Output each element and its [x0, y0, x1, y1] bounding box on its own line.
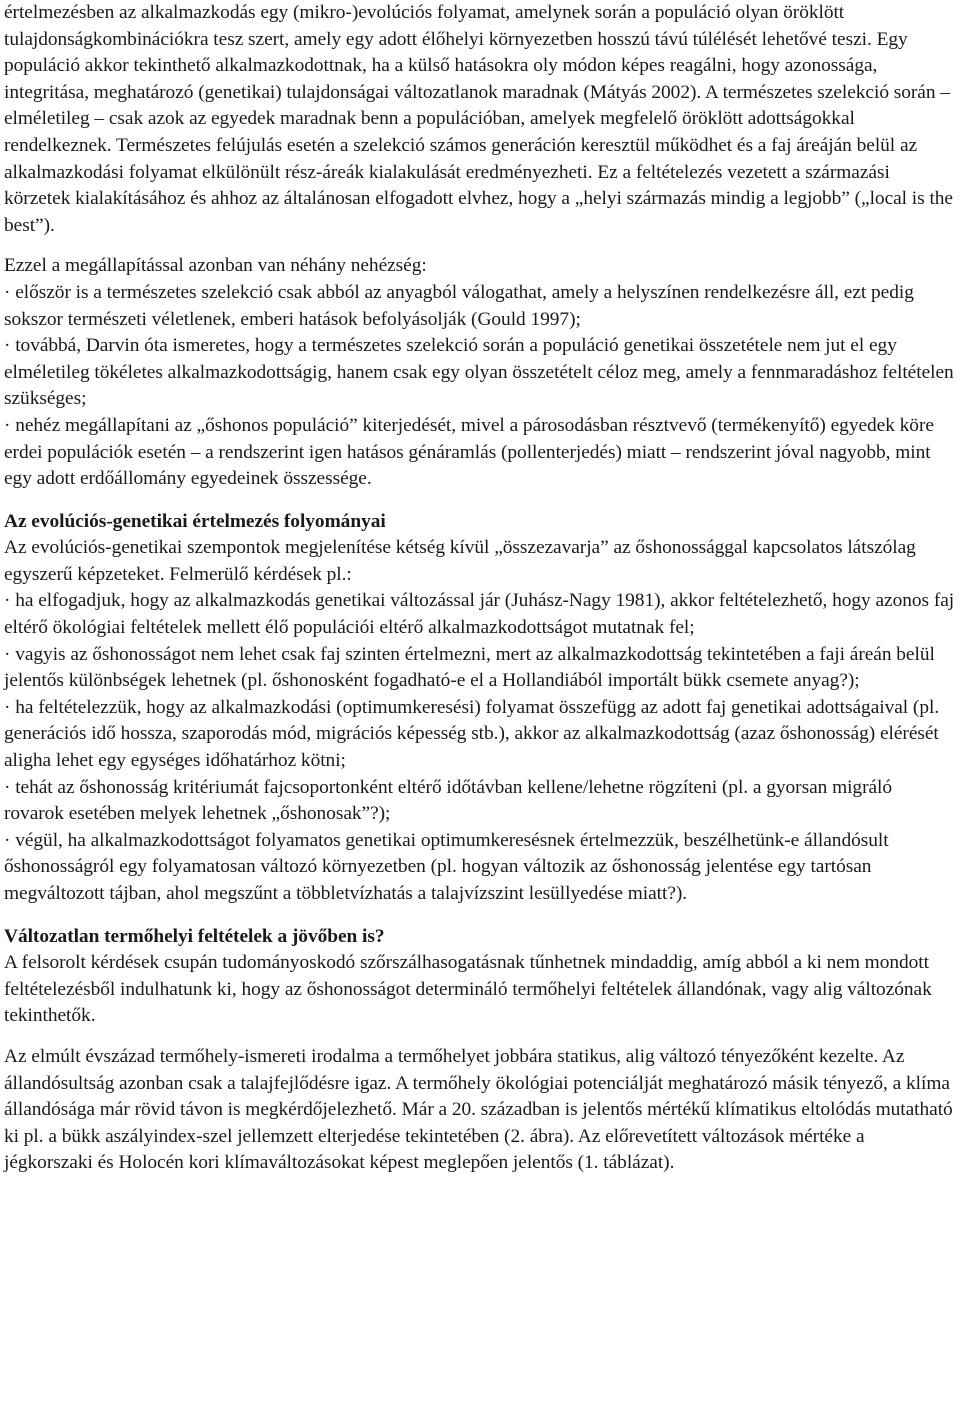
list-item: · ha elfogadjuk, hogy az alkalmazkodás genetikai változással jár (Juhász-Nagy 1981), akkor feltételezhető, hogy azonos faj eltérő ökológiai feltételek mellett élő populációi eltérő alkalmazkodottságot mutatnak fel;: [4, 590, 955, 639]
list-item: · tehát az őshonosság kritériumát fajcsoportonként eltérő időtávban kellene/lehetne rögzíteni (pl. a gyorsan migráló rovarok esetében melyek lehetnek „őshonosak”?);: [4, 776, 893, 825]
body-paragraph: A felsorolt kérdések csupán tudományoskodó szőrszálhasogatásnak tűnhetnek mindaddig, amíg abból a ki nem mondott feltételezésből indulhatunk ki, hogy az őshonosságot determináló termőhelyi feltételek állandónak, vagy alig változónak tekinthetők.: [4, 952, 932, 1027]
questions-list: [4, 588, 956, 907]
section-heading-site-conditions: Változatlan termőhelyi feltételek a jövőben is?: [4, 925, 385, 947]
document-page: [4, 0, 956, 1177]
difficulties-list: [4, 280, 956, 493]
section-heading-evolutionary: Az evolúciós-genetikai értelmezés folyományai: [4, 510, 386, 532]
intro-paragraph: értelmezésben az alkalmazkodás egy (mikro-)evolúciós folyamat, amelynek során a populáció olyan öröklött tulajdonságkombinációkra tesz szert, amely egy adott élőhelyi környezetben hosszú távú túlélését lehetővé teszi. Egy populáció akkor tekinthető alkalmazkodottnak, ha a külső hatásokra oly módon képes reagálni, hogy azonossága, integritása, meghatározó (genetikai) tulajdonságai változatlanok maradnak (Mátyás 2002). A természetes szelekció során – elméletileg – csak azok az egyedek maradnak benn a populációban, amelyek megfelelő öröklött adottságokkal rendelkeznek. Természetes felújulás esetén a szelekció számos generáción keresztül működhet és a faj áreáján belül az alkalmazkodási folyamat elkülönült rész-áreák kialakulását eredményezheti. Ez a feltételezés vezetett a származási körzetek kialakításához és ahhoz az általánosan elfogadott elvhez, hogy a „helyi származás mindig a legjobb” („local is the best”).: [4, 2, 953, 236]
list-item: · először is a természetes szelekció csak abból az anyagból válogathat, amely a helyszínen rendelkezésre áll, ezt pedig sokszor természeti véletlenek, emberi hatások befolyásolják (Gould 1997);: [4, 281, 914, 330]
body-paragraph: Az elmúlt évszázad termőhely-ismereti irodalma a termőhelyet jobbára statikus, alig változó tényezőként kezelte. Az állandósultság azonban csak a talajfejlődésre igaz. A termőhely ökológiai potenciálját meghatározó másik tényező, a klíma állandósága már rövid távon is megkérdőjelezhető. Már a 20. században is jelentős mértékű klímatikus eltolódás mutatható ki pl. a bükk aszályindex-szel jellemzett elterjedése tekintetében (2. ábra). Az előrevetített változások mértéke a jégkorszaki és Holocén kori klímaváltozásokat képest meglepően jelentős (1. táblázat).: [4, 1045, 953, 1174]
list-item: · végül, ha alkalmazkodottságot folyamatos genetikai optimumkeresésnek értelmezzük, beszélhetünk-e állandósult őshonosságról egy folyamatosan változó környezetben (pl. hogyan változik az őshonosság jelentése egy tartósan megváltozott tájban, ahol megszűnt a többletvízhatás a talajvízszint lesüllyedése miatt?).: [4, 829, 889, 904]
list-item: · ha feltételezzük, hogy az alkalmazkodási (optimumkeresési) folyamat összefügg az adott faj genetikai adottságaival (pl. generációs idő hossza, szaporodás mód, migrációs képesség stb.), akkor az alkalmazkodottság (azaz őshonosság) elérését aligha lehet egy egységes időhatárhoz kötni;: [4, 696, 940, 772]
section-intro-paragraph: Az evolúciós-genetikai szempontok megjelenítése kétség kívül „összezavarja” az őshonossággal kapcsolatos látszólag egyszerű képzeteket. Felmerülő kérdések pl.:: [4, 537, 916, 585]
list-item: · nehéz megállapítani az „őshonos populáció” kiterjedését, mivel a párosodásban résztvevő (termékenyítő) egyedek köre erdei populációk esetén – a rendszerint igen hatásos génáramlás (pollenterjedés) miatt – rendszerint jóval nagyobb, mint egy adott erdőállomány egyedeinek összessége.: [4, 414, 934, 490]
list-item: · továbbá, Darvin óta ismeretes, hogy a természetes szelekció során a populáció genetikai összetétele nem jut el egy elméletileg tökéletes alkalmazkodottságig, hanem csak egy olyan összetételt céloz meg, amely a fennmaradáshoz feltételen szükséges;: [4, 335, 954, 410]
difficulties-intro: Ezzel a megállapítással azonban van néhány nehézség:: [4, 255, 427, 277]
list-item: · vagyis az őshonosságot nem lehet csak faj szinten értelmezni, mert az alkalmazkodottság tekintetében a faji áreán belül jelentős különbségek lehetnek (pl. őshonosként fogadható-e el a Hollandiából importált bükk csemete anyag?);: [4, 643, 935, 692]
